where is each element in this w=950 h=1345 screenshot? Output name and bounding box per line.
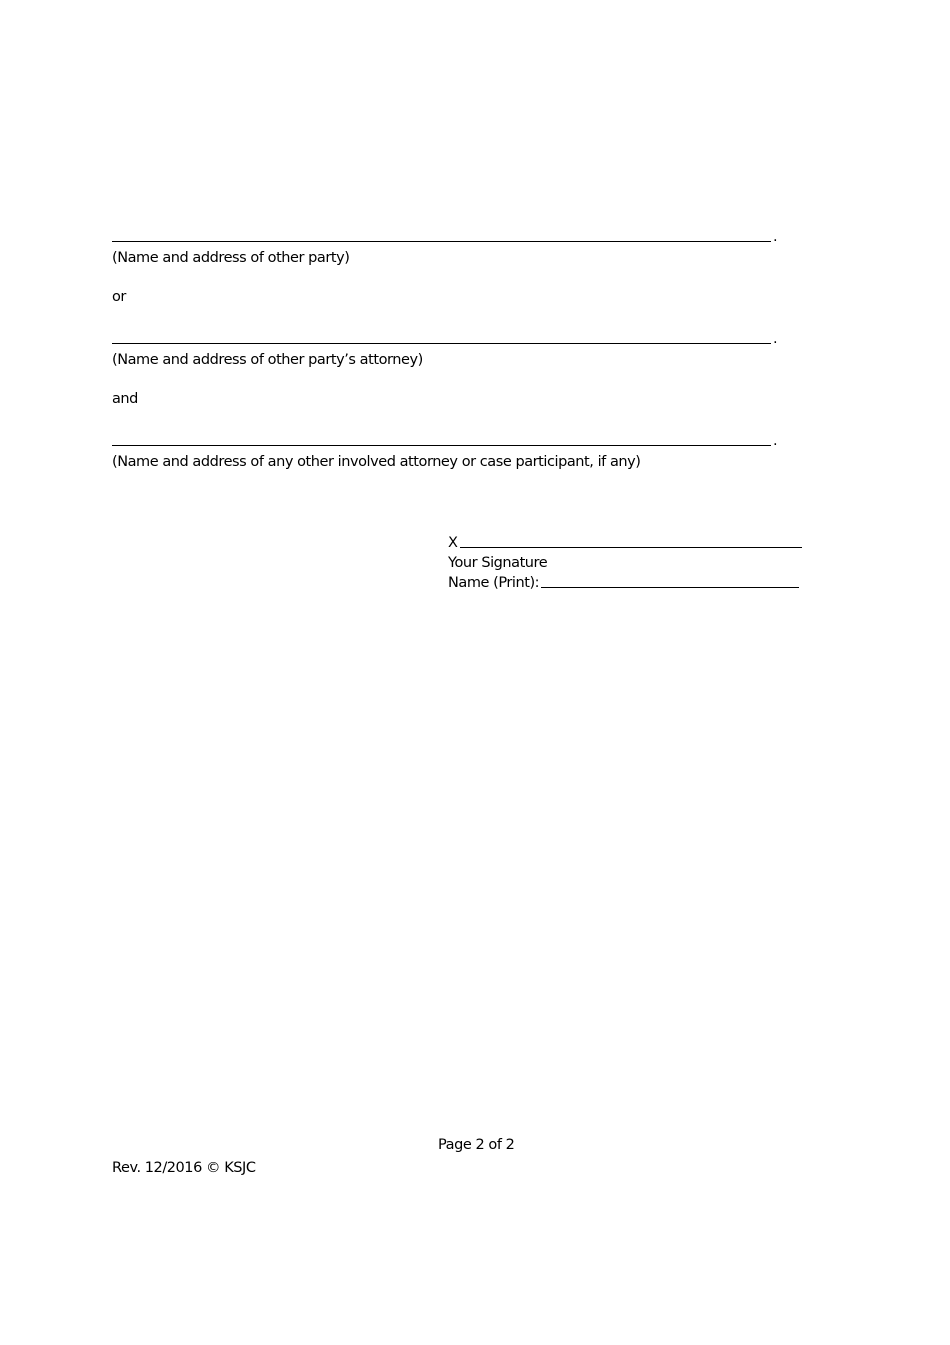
print-name-label: Name (Print):	[448, 575, 540, 591]
attorney-period: .	[773, 331, 778, 347]
other-party-block	[112, 228, 812, 268]
other-participant-rule	[112, 445, 771, 446]
signature-line[interactable]	[448, 533, 818, 553]
signature-block	[448, 533, 818, 593]
other-participant-blank[interactable]	[112, 432, 812, 452]
signature-label: Your Signature	[448, 555, 548, 571]
revision-note: Rev. 12/2016 © KSJC	[112, 1160, 256, 1176]
other-party-period: .	[773, 229, 778, 245]
signature-rule	[460, 547, 802, 548]
other-participant-block	[112, 432, 812, 472]
print-name-line[interactable]	[448, 573, 818, 593]
attorney-rule	[112, 343, 771, 344]
attorney-blank[interactable]	[112, 330, 812, 350]
print-name-rule	[541, 587, 799, 588]
other-party-rule	[112, 241, 771, 242]
other-participant-period: .	[773, 433, 778, 449]
attorney-block	[112, 330, 812, 370]
other-party-caption: (Name and address of other party)	[112, 250, 350, 266]
attorney-caption: (Name and address of other party’s attorney)	[112, 352, 423, 368]
connector-or: or	[112, 289, 126, 305]
other-participant-caption: (Name and address of any other involved attorney or case participant, if any)	[112, 454, 641, 470]
page-number: Page 2 of 2	[438, 1137, 515, 1153]
signature-x-mark: X	[448, 535, 458, 551]
other-party-blank[interactable]	[112, 228, 812, 248]
connector-and: and	[112, 391, 138, 407]
